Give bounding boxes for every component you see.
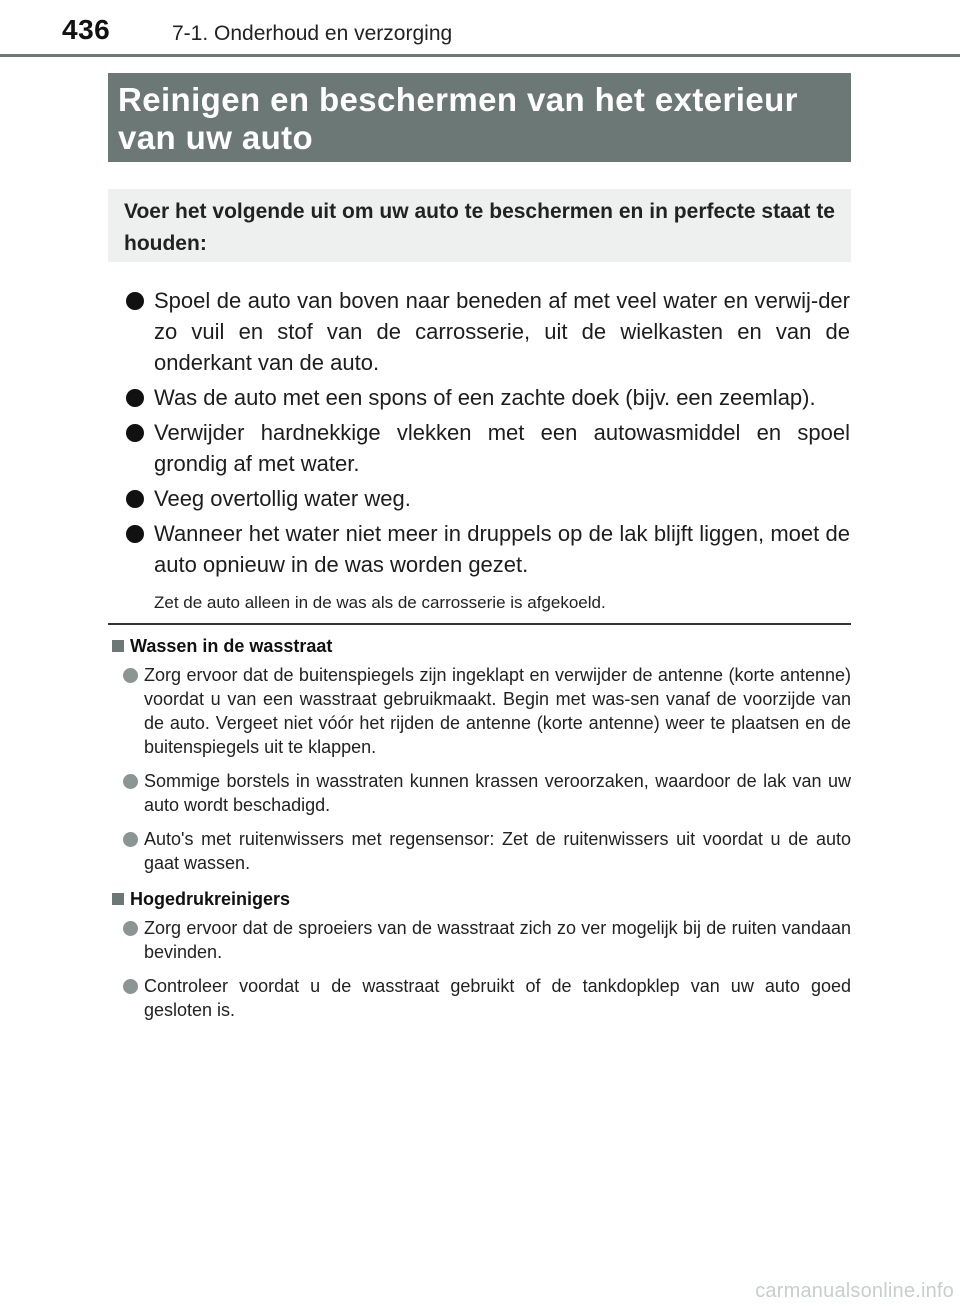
step-text: Verwijder hardnekkige vlekken met een autowasmiddel en spoel grondig af met water. xyxy=(154,420,850,476)
step-note: Zet de auto alleen in de was als de carrosserie is afgekoeld. xyxy=(154,593,606,612)
list-item xyxy=(122,663,851,759)
step-text: Veeg overtollig water weg. xyxy=(154,486,411,511)
list-item xyxy=(126,417,850,479)
steps-list xyxy=(126,285,850,614)
notes-section xyxy=(110,634,851,1032)
note-text: Zorg ervoor dat de sproeiers van de wasstraat zich zo ver mogelijk bij de ruiten vandaan bevinden. xyxy=(144,918,851,962)
note-text: Auto's met ruitenwissers met regensensor: Zet de ruitenwissers uit voordat u de auto gaat wassen. xyxy=(144,829,851,873)
intro-box xyxy=(108,189,851,262)
note-heading-car-wash xyxy=(110,634,851,658)
list-item xyxy=(122,769,851,817)
page-header xyxy=(0,0,960,58)
list-item xyxy=(122,916,851,964)
page-number: 436 xyxy=(62,14,111,45)
page-title-line-2: van uw auto xyxy=(118,119,314,156)
note-heading-text: Wassen in de wasstraat xyxy=(130,636,333,656)
list-item xyxy=(126,382,850,413)
bullet-icon xyxy=(126,424,144,442)
step-text: Spoel de auto van boven naar beneden af met veel water en verwij-der zo vuil en stof van de carrosserie, uit de wielkasten en van de onderkant van de auto. xyxy=(154,288,850,375)
bullet-icon xyxy=(123,668,138,683)
bullet-icon xyxy=(126,292,144,310)
bullet-icon xyxy=(123,921,138,936)
section-label: 7-1. Onderhoud en verzorging xyxy=(172,22,453,45)
note-heading-pressure-washer xyxy=(110,887,851,911)
note-text: Zorg ervoor dat de buitenspiegels zijn ingeklapt en verwijder de antenne (korte antenne) voordat u van een wasstraat gebruikmaakt. Begin met was-sen vanaf de voorzijde van de auto. Vergeet niet vóór het rijden de antenne (korte antenne) weer te plaatsen en de buitenspiegels uit te klappen. xyxy=(144,665,851,757)
note-text: Controleer voordat u de wasstraat gebruikt of de tankdopklep van uw auto goed gesloten is. xyxy=(144,976,851,1020)
header-rule xyxy=(0,54,960,57)
list-item xyxy=(122,974,851,1022)
square-bullet-icon xyxy=(112,893,124,905)
bullet-icon xyxy=(123,979,138,994)
bullet-icon xyxy=(126,490,144,508)
list-item xyxy=(122,827,851,875)
note-text: Sommige borstels in wasstraten kunnen krassen veroorzaken, waardoor de lak van uw auto wordt beschadigd. xyxy=(144,771,851,815)
bullet-icon xyxy=(123,832,138,847)
title-block xyxy=(108,73,851,162)
square-bullet-icon xyxy=(112,640,124,652)
list-item xyxy=(126,483,850,514)
page-title-line-1: Reinigen en beschermen van het exterieur xyxy=(118,81,798,118)
bullet-icon xyxy=(126,389,144,407)
watermark: carmanualsonline.info xyxy=(755,1280,954,1302)
section-divider xyxy=(108,623,851,625)
step-text: Wanneer het water niet meer in druppels op de lak blijft liggen, moet de auto opnieuw in de was worden gezet. xyxy=(154,521,850,577)
list-item xyxy=(126,285,850,378)
bullet-icon xyxy=(126,525,144,543)
step-text: Was de auto met een spons of een zachte doek (bijv. een zeemlap). xyxy=(154,385,816,410)
intro-text: Voer het volgende uit om uw auto te beschermen en in perfecte staat te houden: xyxy=(124,200,835,255)
bullet-icon xyxy=(123,774,138,789)
note-heading-text: Hogedrukreinigers xyxy=(130,889,291,909)
list-item xyxy=(126,518,850,580)
